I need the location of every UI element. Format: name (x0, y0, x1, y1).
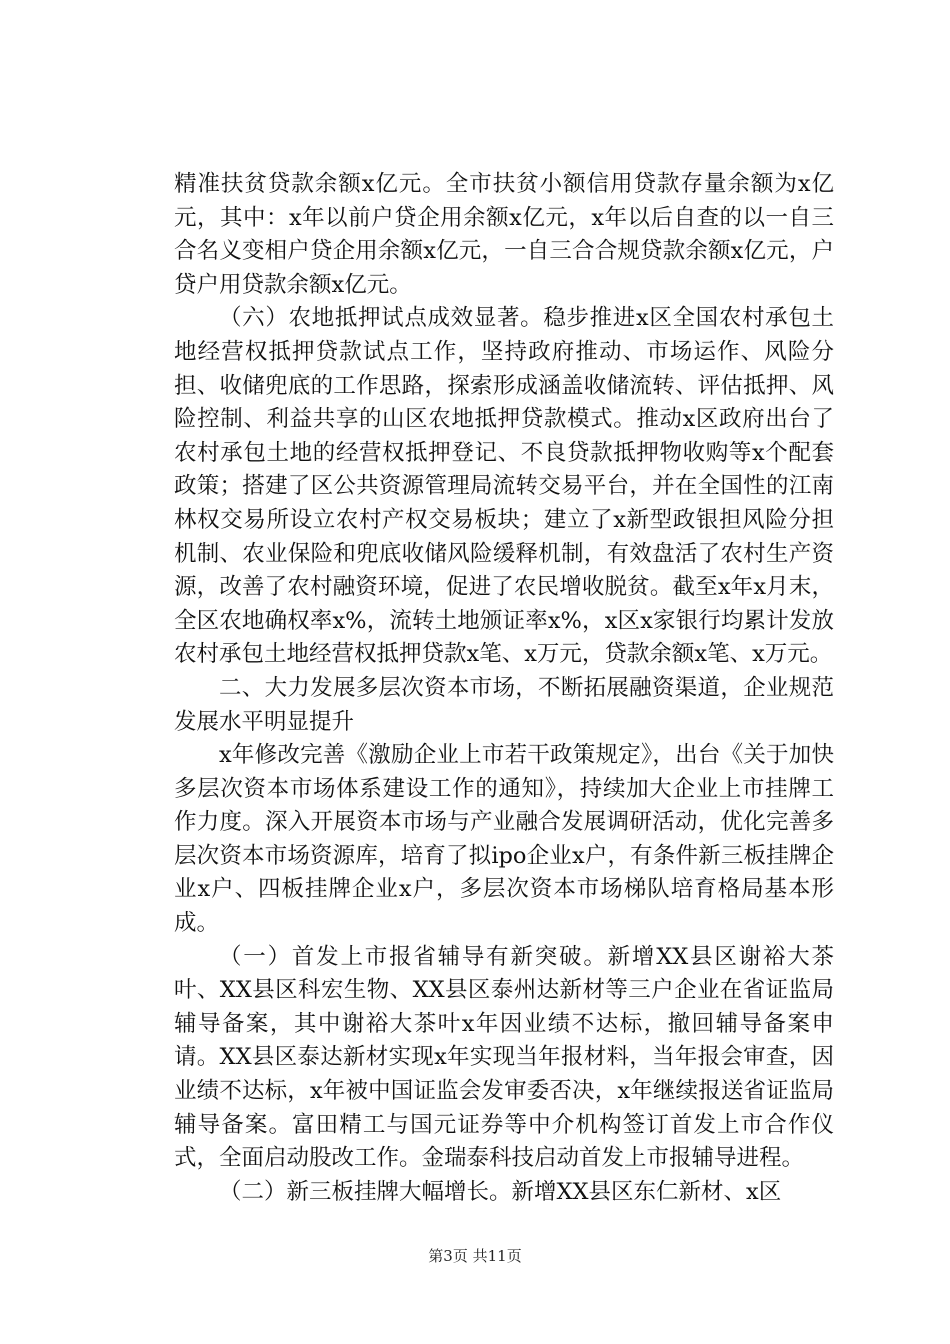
paragraph-6: （二）新三板挂牌大幅增长。新增XX县区东仁新材、x区 (219, 1178, 782, 1205)
paragraph-1: 精准扶贫贷款余额x亿元。全市扶贫小额信用贷款存量余额为x亿元，其中：x年以前户贷企用余额x亿元，x年以后自查的以一自三合名义变相户贷企用余额x亿元，一自三合合规贷款余额x亿元，户贷户用贷款余额x亿元。 (174, 171, 834, 298)
paragraph-5: （一）首发上市报省辅导有新突破。新增XX县区谢裕大茶叶、XX县区科宏生物、XX县区泰州达新材等三户企业在省证监局辅导备案，其中谢裕大茶叶x年因业绩不达标，撤回辅导备案申请。XX县区泰达新材实现x年实现当年报材料，当年报会审查，因业绩不达标，x年被中国证监会发审委否决，x年继续报送省证监局辅导备案。富田精工与国元证券等中介机构签订首发上市合作仪式，全面启动股改工作。金瑞泰科技启动首发上市报辅导进程。 (174, 943, 834, 1172)
page-footer: 第3页 共11页 (428, 1247, 522, 1265)
paragraph-2: （六）农地抵押试点成效显著。稳步推进x区全国农村承包土地经营权抵押贷款试点工作，坚持政府推动、市场运作、风险分担、收储兜底的工作思路，探索形成涵盖收储流转、评估抵押、风险控制、利益共享的山区农地抵押贷款模式。推动x区政府出台了农村承包土地的经营权抵押登记、不良贷款抵押物收购等x个配套政策；搭建了区公共资源管理局流转交易平台，并在全国性的江南林权交易所设立农村产权交易板块；建立了x新型政银担风险分担机制、农业保险和兜底收储风险缓释机制，有效盘活了农村生产资源，改善了农村融资环境，促进了农民增收脱贫。截至x年x月末，全区农地确权率x%，流转土地颁证率x%，x区x家银行均累计发放农村承包土地经营权抵押贷款x笔、x万元，贷款余额x笔、x万元。 (174, 305, 834, 668)
paragraph-4: x年修改完善《激励企业上市若干政策规定》，出台《关于加快多层次资本市场体系建设工作的通知》，持续加大企业上市挂牌工作力度。深入开展资本市场与产业融合发展调研活动，优化完善多层次资本市场资源库，培育了拟ipo企业x户，有条件新三板挂牌企业x户、四板挂牌企业x户，多层次资本市场梯队培育格局基本形成。 (174, 742, 834, 937)
document-body (174, 168, 834, 1209)
paragraph-3-heading: 二、大力发展多层次资本市场，不断拓展融资渠道，企业规范发展水平明显提升 (174, 674, 834, 735)
